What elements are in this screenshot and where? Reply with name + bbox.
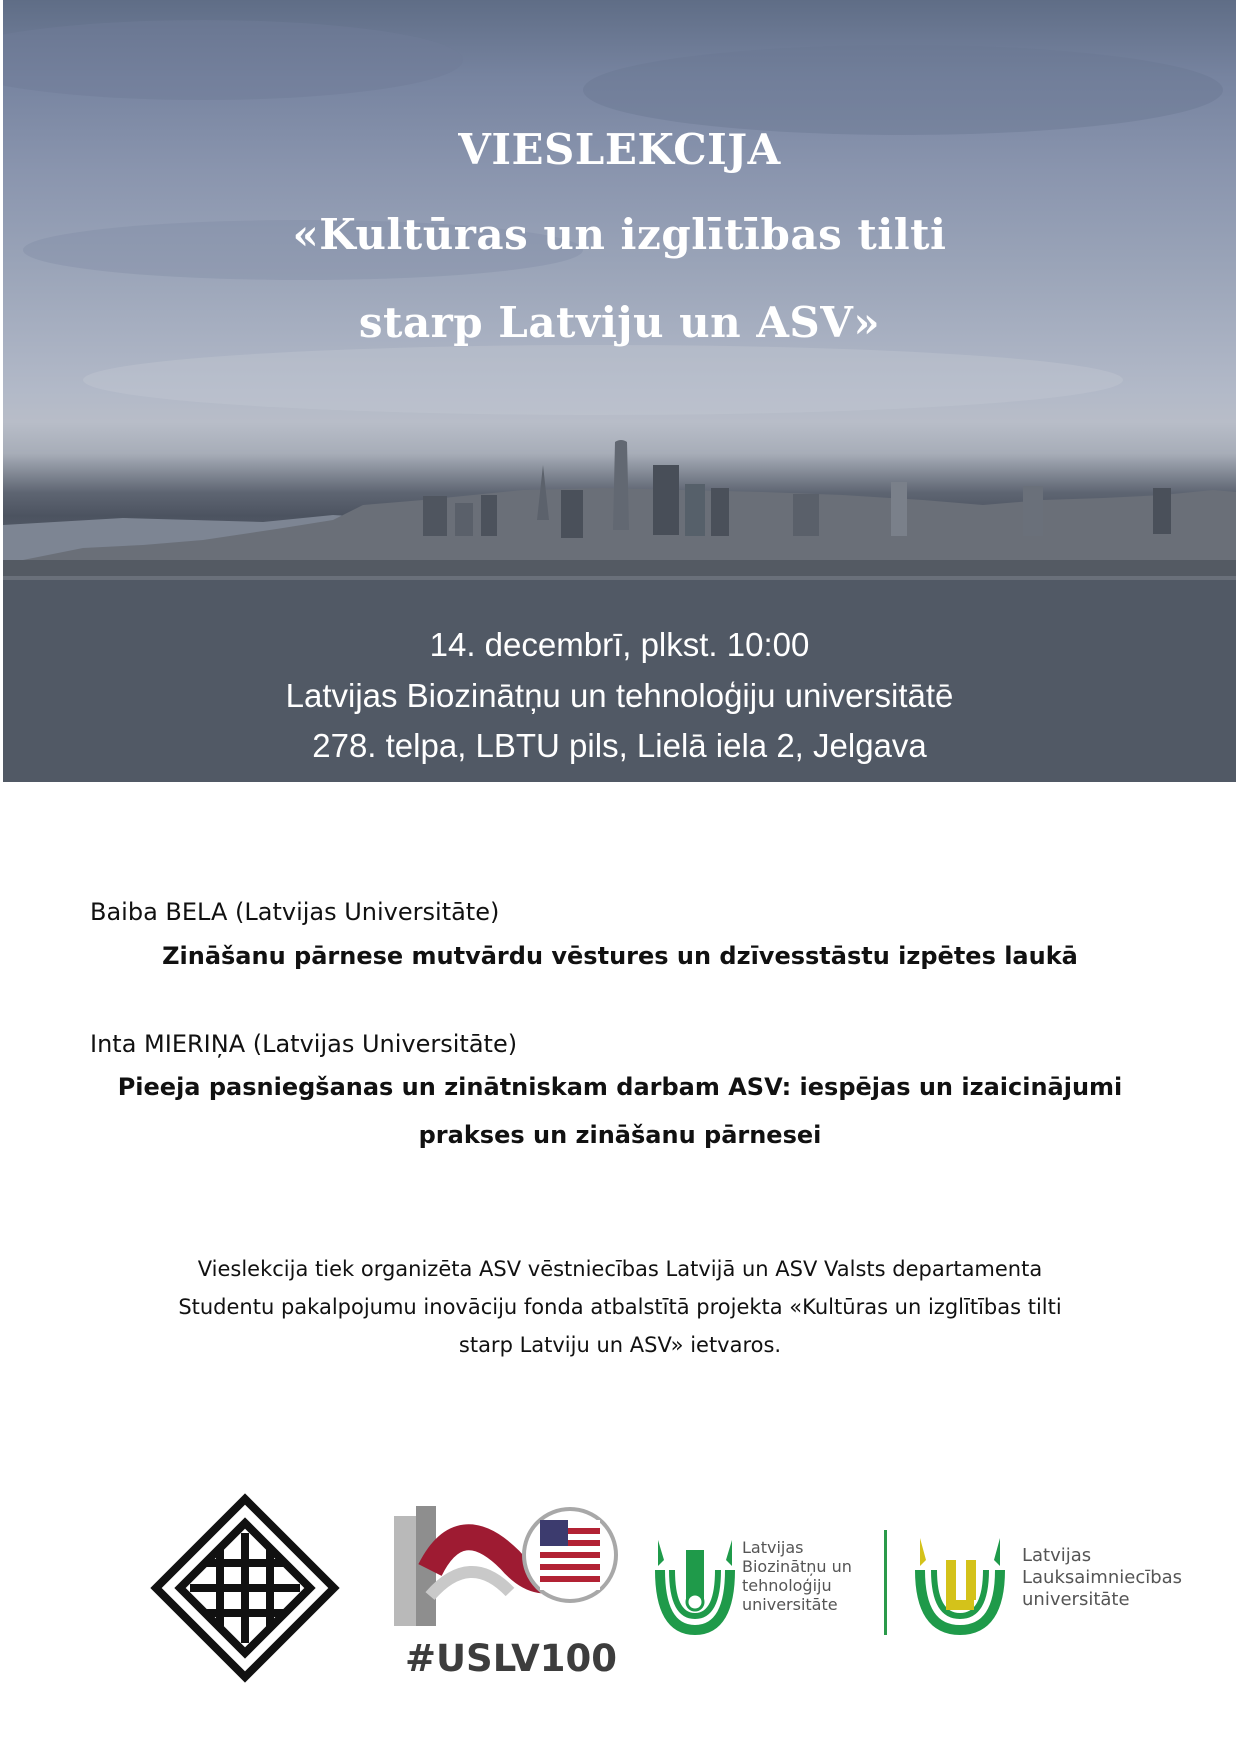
llu-name-line2: Lauksaimniecības xyxy=(1022,1567,1183,1588)
llu-name-line3: universitāte xyxy=(1022,1589,1130,1610)
event-address: 278. telpa, LBTU pils, Lielā iela 2, Jelgava xyxy=(312,727,927,764)
event-title-line2: starp Latviju un ASV» xyxy=(358,298,881,347)
talk-2-title xyxy=(60,1063,1180,1159)
organizer-note-line3: starp Latviju un ASV» ietvaros. xyxy=(458,1333,782,1357)
lbtu-name xyxy=(742,1538,852,1614)
llu-name-line1: Latvijas xyxy=(1022,1545,1092,1566)
cross-emblem-logo xyxy=(150,1493,340,1683)
talk-1-title: Zināšanu pārnese mutvārdu vēstures un dzīvesstāstu izpētes laukā xyxy=(162,942,1078,970)
uslv100-logo xyxy=(390,1500,620,1635)
event-type-heading: VIESLEKCIJA xyxy=(458,125,781,174)
city-skyline-photo xyxy=(3,0,1236,782)
hero-banner xyxy=(3,0,1236,782)
logo-divider xyxy=(884,1530,887,1635)
talk-2-title-line1: Pieeja pasniegšanas un zinātniskam darbam ASV: iespējas un izaicinājumi xyxy=(117,1073,1123,1101)
talk-2-title-line2: prakses un zināšanu pārnesei xyxy=(418,1121,822,1149)
lbtu-name-line3: tehnoloģiju xyxy=(742,1576,832,1595)
uslv100-hashtag: #USLV100 xyxy=(405,1637,618,1680)
lbtu-name-line2: Biozinātņu un xyxy=(742,1557,852,1576)
organizer-note-line1: Vieslekcija tiek organizēta ASV vēstniecības Latvijā un ASV Valsts departamenta xyxy=(197,1257,1043,1281)
event-venue: Latvijas Biozinātņu un tehnoloģiju universitātē xyxy=(285,677,954,714)
speaker-2: Inta MIERIŅA (Latvijas Universitāte) xyxy=(90,1030,518,1058)
lbtu-name-line4: universitāte xyxy=(742,1595,838,1614)
lbtu-emblem-logo xyxy=(650,1530,740,1640)
organizer-note xyxy=(100,1250,1140,1364)
lbtu-name-line1: Latvijas xyxy=(742,1538,804,1557)
speaker-1: Baiba BELA (Latvijas Universitāte) xyxy=(90,898,500,926)
llu-name xyxy=(1022,1545,1182,1611)
event-date-time: 14. decembrī, plkst. 10:00 xyxy=(429,626,810,663)
event-title-line1: «Kultūras un izglītības tilti xyxy=(292,210,947,259)
llu-emblem-logo xyxy=(910,1530,1010,1640)
organizer-note-line2: Studentu pakalpojumu inovāciju fonda atbalstītā projekta «Kultūras un izglītības tilti xyxy=(178,1295,1062,1319)
